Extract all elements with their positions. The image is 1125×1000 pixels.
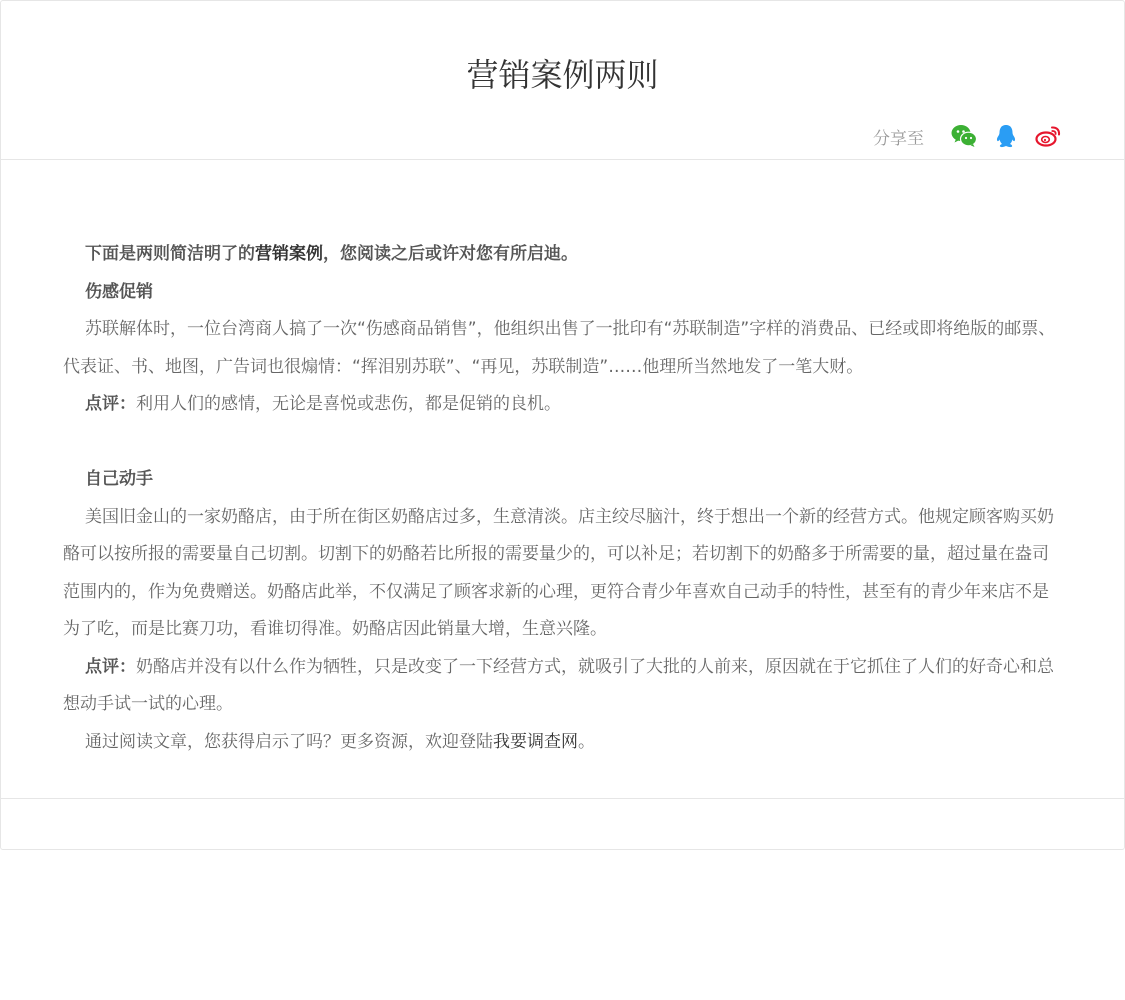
case2-comment — [63, 649, 1063, 724]
page-title: 营销案例两则 — [466, 56, 659, 94]
article-footer — [1, 798, 1124, 849]
outro-paragraph — [63, 724, 1063, 762]
wechat-icon[interactable] — [950, 122, 978, 150]
case1-comment — [63, 386, 1063, 424]
case1-heading: 伤感促销 — [85, 281, 153, 302]
article-header — [1, 1, 1124, 160]
share-label: 分享至 — [873, 128, 924, 149]
outro-text-end: 。 — [578, 731, 595, 752]
article-body — [63, 236, 1063, 761]
outro-text: 通过阅读文章，您获得启示了吗？更多资源，欢迎登陆 — [85, 731, 493, 752]
case1-comment-label: 点评： — [85, 394, 136, 414]
intro-text-end: ，您阅读之后或许对您有所启迪。 — [323, 244, 578, 264]
weibo-icon[interactable] — [1034, 122, 1062, 150]
case1-comment-text: 利用人们的感情，无论是喜悦或悲伤，都是促销的良机。 — [136, 394, 561, 414]
spacer — [63, 424, 1063, 462]
case2-heading: 自己动手 — [85, 469, 153, 489]
share-bar — [873, 121, 1062, 151]
qq-icon[interactable] — [992, 122, 1020, 150]
intro-text: 下面是两则简洁明了的 — [85, 244, 255, 264]
intro-paragraph — [63, 236, 1063, 274]
case2-comment-text: 奶酪店并没有以什么作为牺牲，只是改变了一下经营方式，就吸引了大批的人前来，原因就在于它抓住了人们的好奇心和总想动手试一试的心理。 — [63, 656, 1054, 714]
marketing-case-link[interactable]: 营销案例 — [255, 244, 323, 264]
case1-body: 苏联解体时，一位台湾商人搞了一次“伤感商品销售”，他组织出售了一批印有“苏联制造”字样的消费品、已经或即将绝版的邮票、代表证、书、地图，广告词也很煽情：“挥泪别苏联”、“再见，苏联制造”……他理所当然地发了一笔大财。 — [63, 319, 1056, 377]
case2-comment-label: 点评： — [85, 656, 136, 677]
survey-site-link[interactable]: 我要调查网 — [493, 731, 578, 752]
case2-body: 美国旧金山的一家奶酪店，由于所在街区奶酪店过多，生意清淡。店主绞尽脑汁，终于想出一个新的经营方式。他规定顾客购买奶酪可以按所报的需要量自己切割。切割下的奶酪若比所报的需要量少的，可以补足；若切割下的奶酪多于所需要的量，超过量在盎司范围内的，作为免费赠送。奶酪店此举，不仅满足了顾客求新的心理，更符合青少年喜欢自己动手的特性，甚至有的青少年来店不是为了吃，而是比赛刀功，看谁切得准。奶酪店因此销量大增，生意兴隆。 — [63, 506, 1054, 639]
